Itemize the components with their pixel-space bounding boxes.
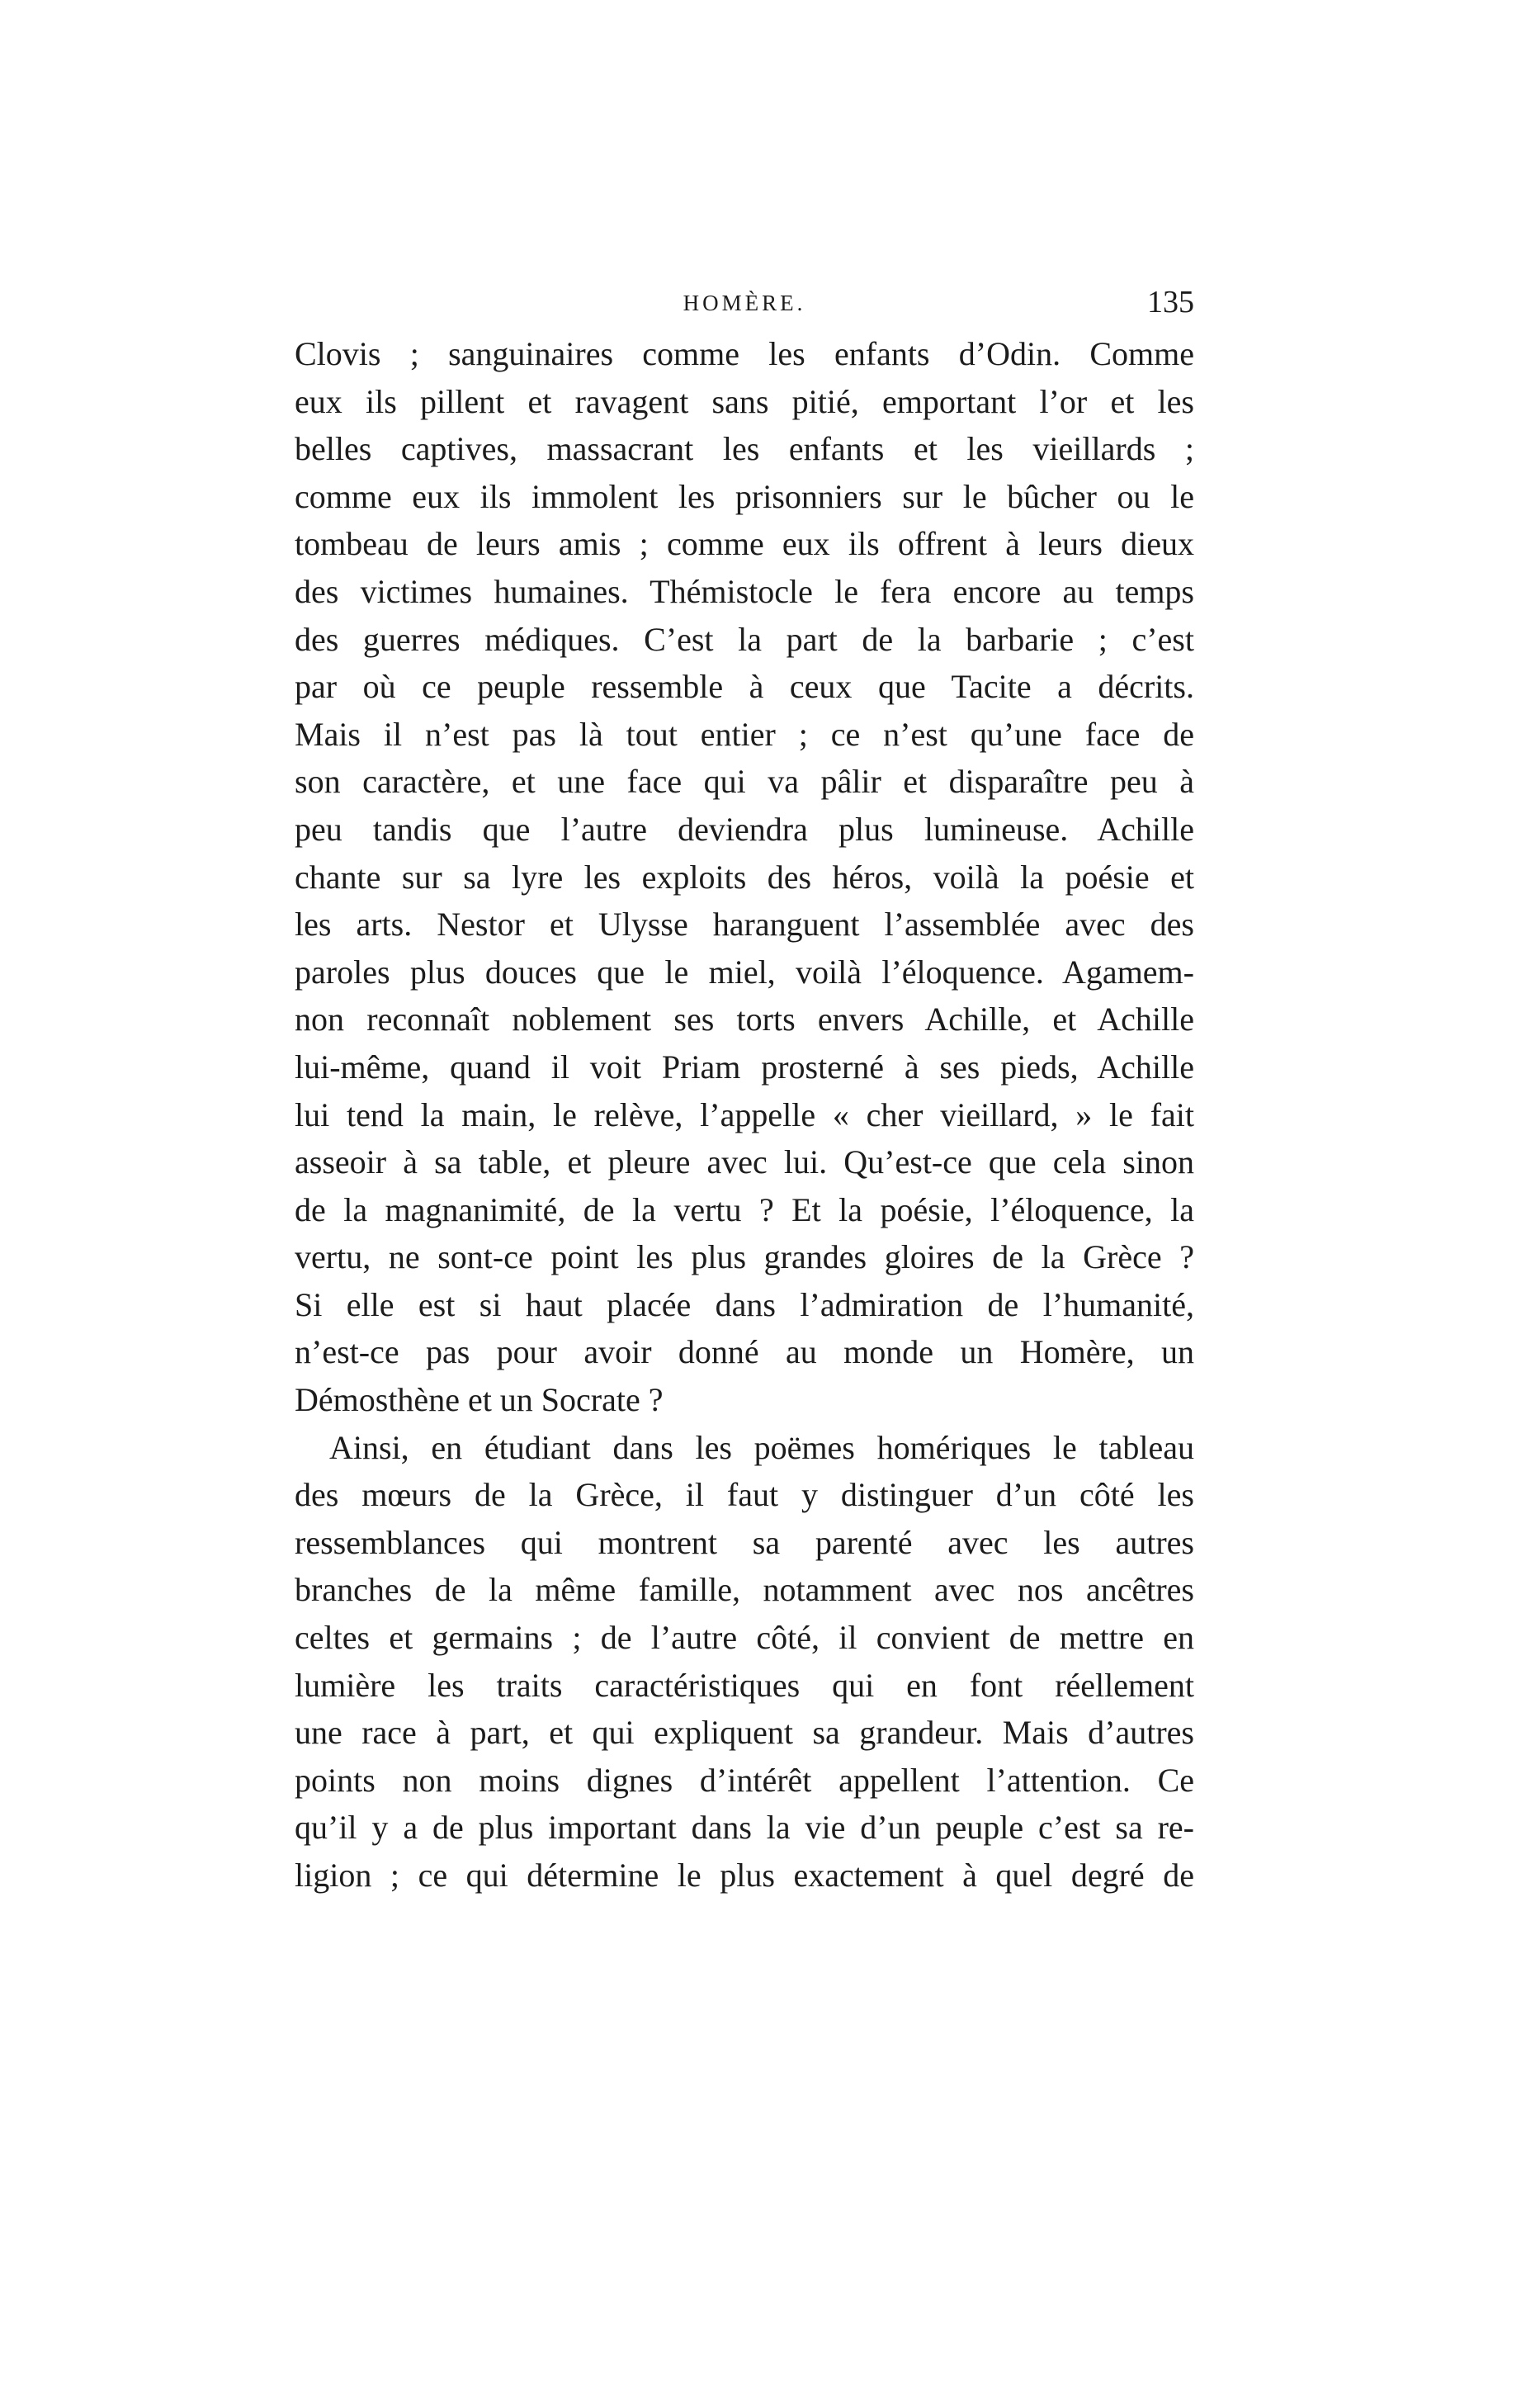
- text-line: belles captives, massacrant les enfants et les vieillards ;: [295, 430, 1194, 468]
- text-line: ressemblances qui montrent sa parenté avec les autres: [295, 1523, 1194, 1561]
- text-line: par où ce peuple ressemble à ceux que Tacite a décrits.: [295, 668, 1194, 706]
- text-line: paroles plus douces que le miel, voilà l’éloquence. Agamem-: [295, 953, 1194, 991]
- text-line: non reconnaît noblement ses torts envers Achille, et Achille: [295, 1001, 1194, 1038]
- text-line: branches de la même famille, notamment avec nos ancêtres: [295, 1571, 1194, 1609]
- text-line: lui tend la main, le relève, l’appelle « cher vieillard, » le fait: [295, 1095, 1194, 1133]
- text-line: Clovis ; sanguinaires comme les enfants d’Odin. Comme: [295, 335, 1194, 372]
- text-line: eux ils pillent et ravagent sans pitié, emportant l’or et les: [295, 382, 1194, 420]
- paragraph-end-line: Démosthène et un Socrate ?: [295, 1381, 664, 1419]
- text-line: celtes et germains ; de l’autre côté, il convient de mettre en: [295, 1619, 1194, 1657]
- running-head: [295, 284, 1194, 325]
- text-line: n’est-ce pas pour avoir donné au monde un Homère, un: [295, 1333, 1194, 1371]
- text-line: vertu, ne sont-ce point les plus grandes gloires de la Grèce ?: [295, 1238, 1194, 1276]
- text-line: des victimes humaines. Thémistocle le fera encore au temps: [295, 572, 1194, 610]
- text-line: lumière les traits caractéristiques qui en font réellement: [295, 1666, 1194, 1704]
- text-line: les arts. Nestor et Ulysse haranguent l’assemblée avec des: [295, 906, 1194, 944]
- text-line: lui-même, quand il voit Priam prosterné à ses pieds, Achille: [295, 1048, 1194, 1086]
- text-line: Si elle est si haut placée dans l’admiration de l’humanité,: [295, 1285, 1194, 1323]
- text-line: tombeau de leurs amis ; comme eux ils offrent à leurs dieux: [295, 525, 1194, 563]
- text-line: Mais il n’est pas là tout entier ; ce n’est qu’une face de: [295, 715, 1194, 753]
- text-line: des guerres médiques. C’est la part de la barbarie ; c’est: [295, 620, 1194, 658]
- text-line: de la magnanimité, de la vertu ? Et la poésie, l’éloquence, la: [295, 1190, 1194, 1228]
- text-line: ligion ; ce qui détermine le plus exactement à quel degré de: [295, 1857, 1194, 1894]
- body-text: [295, 330, 1194, 1899]
- text-line: comme eux ils immolent les prisonniers sur le bûcher ou le: [295, 477, 1194, 515]
- text-line: asseoir à sa table, et pleure avec lui. Qu’est-ce que cela sinon: [295, 1143, 1194, 1181]
- paragraph-start-line: Ainsi, en étudiant dans les poëmes homériques le tableau: [329, 1428, 1194, 1466]
- text-line: qu’il y a de plus important dans la vie d’un peuple c’est sa re-: [295, 1809, 1194, 1847]
- text-line: son caractère, et une face qui va pâlir et disparaître peu à: [295, 763, 1194, 801]
- running-title: HOMÈRE.: [683, 291, 806, 315]
- text-line: des mœurs de la Grèce, il faut y distinguer d’un côté les: [295, 1476, 1194, 1514]
- text-line: chante sur sa lyre les exploits des héros, voilà la poésie et: [295, 858, 1194, 896]
- text-line: points non moins dignes d’intérêt appellent l’attention. Ce: [295, 1761, 1194, 1799]
- text-line: une race à part, et qui expliquent sa grandeur. Mais d’autres: [295, 1714, 1194, 1752]
- page-number: 135: [1147, 285, 1194, 319]
- text-line: peu tandis que l’autre deviendra plus lumineuse. Achille: [295, 810, 1194, 848]
